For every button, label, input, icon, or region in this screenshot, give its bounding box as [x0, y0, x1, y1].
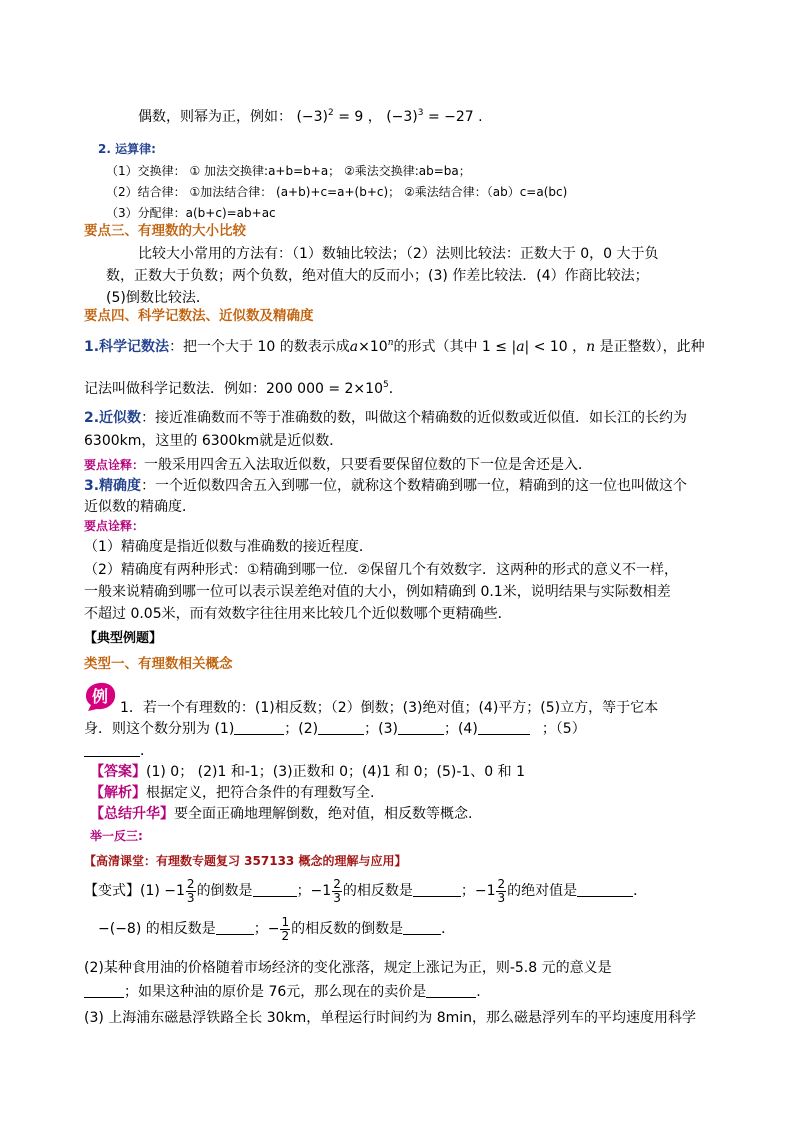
answer-blank-1[interactable] — [234, 720, 284, 735]
approx-line — [84, 409, 687, 427]
fraction-two-thirds: $\frac{2}{3}$ — [333, 876, 341, 905]
law-associative: （2）结合律： ①加法结合律： (a+b)+c=a+(b+c)； ②乘法结合律：（ab）c=a(bc) — [106, 185, 568, 199]
question-2-line-1: (2)某种食用油的价格随着市场经济的变化涨落，规定上涨记为正，则-5.8 元的意义是 — [84, 960, 612, 976]
parity-line — [138, 108, 483, 126]
example-neg3-cubed: $(-3)^3 = -27$ . — [386, 108, 483, 125]
analysis-line — [90, 784, 374, 802]
law-heading: 2. 运算律: — [98, 142, 156, 156]
answer-blank-5[interactable] — [84, 742, 140, 757]
question-3-line-1: (3) 上海浦东磁悬浮铁路全长 30km，单程运行时间约为 8min，那么磁悬浮列车的平均速度用科学 — [84, 1010, 697, 1026]
precision-label: 3.精确度 — [84, 478, 142, 494]
formula-exponent: n — [387, 338, 394, 348]
variant-blank-3[interactable] — [577, 882, 633, 897]
approx-label: 2.近似数 — [84, 410, 142, 426]
approx-line-2: 6300km，这里的 6300km就是近似数． — [84, 433, 344, 449]
summary-line — [90, 805, 472, 823]
svg-text:例: 例 — [91, 687, 109, 706]
summary-label: 【总结升华】 — [90, 806, 174, 822]
variant-blank-1[interactable] — [253, 882, 297, 897]
question-2-blank-2[interactable] — [426, 983, 476, 998]
summary-text: 要全面正确地理解倒数，绝对值，相反数等概念. — [174, 806, 473, 822]
answer-blank-4[interactable] — [478, 720, 530, 735]
note-2-item-2a: （2）精确度有两种形式：①精确到哪一位．②保留几个有效数字．这两种的形式的意义不一样， — [84, 562, 679, 578]
section-title-scientific: 要点四、科学记数法、近似数及精确度 — [84, 308, 314, 324]
type-1-title: 类型一、有理数相关概念 — [84, 656, 233, 672]
example-badge-icon — [82, 680, 118, 712]
abs-a: |a| — [511, 339, 530, 355]
scientific-text-d: 是正整数），此种 — [595, 339, 705, 355]
answer-blank-3[interactable] — [398, 720, 444, 735]
law-commutative: （1）交换律： ① 加法交换律:a+b=b+a； ②乘法交换律:ab=ba； — [106, 164, 471, 178]
scientific-text-b: 的形式（其中 1 ≤ — [393, 339, 512, 355]
example-neg3-squared: $(-3)^2 = 9$ ， — [296, 108, 382, 125]
scientific-text: ：把一个大于 10 的数表示成 — [169, 339, 350, 355]
example-1-line-3: ． — [84, 742, 154, 760]
answer-label: 【答案】 — [90, 764, 146, 780]
formula-a: a — [349, 339, 359, 355]
note-1 — [84, 456, 592, 474]
analysis-text: 根据定义，把符合条件的有理数写全. — [146, 785, 375, 801]
note-text: 一般采用四舍五入法取近似数，只要看要保留位数的下一位是舍还是入． — [144, 457, 593, 473]
note-2-item-2b: 一般来说精确到哪一位可以表示误差绝对值的大小，例如精确到 0.1米，说明结果与实际数相差 — [84, 584, 671, 600]
n-variable: n — [586, 339, 596, 355]
question-2-blank-1[interactable] — [84, 983, 124, 998]
note-2-label: 要点诠释： — [84, 519, 145, 533]
variant-blank-4[interactable] — [216, 920, 254, 935]
comparison-line-2: 数，正数大于负数；两个负数，绝对值大的反而小；(3) 作差比较法．(4）作商比较法； — [106, 268, 649, 284]
note-label: 要点诠释： — [84, 458, 145, 472]
answer-blank-2[interactable] — [318, 720, 364, 735]
variant-blank-2[interactable] — [413, 882, 461, 897]
scientific-notation-line — [84, 338, 705, 356]
variant-blank-5[interactable] — [403, 920, 441, 935]
formula-ten: ×10 — [358, 339, 388, 355]
fraction-two-thirds: $\frac{2}{3}$ — [497, 876, 506, 905]
note-2-item-2c: 不超过 0.05米，而有效数字往往用来比较几个近似数哪个更精确些． — [84, 606, 512, 622]
fraction-two-thirds: $\frac{2}{3}$ — [186, 876, 195, 905]
variant-line-2: −(−8) 的相反数是 ；− $\frac{1}{2}$ 的相反数的倒数是 ． — [98, 914, 456, 943]
video-course-link[interactable]: 【高清课堂：有理数专题复习 357133 概念的理解与应用】 — [84, 854, 407, 868]
note-2-item-1: （1）精确度是指近似数与准确数的接近程度． — [84, 539, 373, 555]
fraction-one-half: $\frac{1}{2}$ — [281, 914, 290, 943]
scientific-text-c: < 10 ， — [529, 339, 587, 355]
answer-line — [90, 763, 525, 781]
comparison-line-3: (5)倒数比较法． — [106, 290, 210, 306]
typical-examples-heading: 【典型例题】 — [84, 631, 163, 646]
example-1-line-2: 身．则这个数分别为 (1) ；(2) ；(3) ；(4) ；（5） — [84, 721, 586, 737]
variant-line-1: 【变式】(1) −1 $\frac{2}{3}$ 的倒数是 ；−1 $\frac{2}{3}$ 的相反数是 ；−1 $\frac{2}{3}$ 的绝对值是 ． — [84, 876, 648, 905]
variant-label: 【变式】 — [84, 883, 140, 899]
precision-line-2: 近似数的精确度． — [84, 499, 196, 515]
section-title-comparison: 要点三、有理数的大小比较 — [84, 223, 246, 239]
parity-text: 偶数，则幂为正，例如： — [138, 109, 292, 125]
question-2-line-2: ；如果这种油的原价是 76元，那么现在的卖价是 . — [84, 983, 481, 1001]
practice-heading: 举一反三: — [90, 829, 143, 843]
precision-text: ：一个近似数四舍五入到哪一位，就称这个数精确到哪一位，精确到的这一位也叫做这个 — [141, 478, 688, 494]
answer-text: (1) 0； (2)1 和-1；(3)正数和 0；(4)1 和 0；(5)-1、0 和 1 — [146, 764, 526, 780]
comparison-line-1: 比较大小常用的方法有：（1）数轴比较法；（2）法则比较法：正数大于 0，0 大于负 — [138, 246, 659, 262]
precision-line — [84, 477, 687, 495]
scientific-example-line: 记法叫做科学记数法．例如：200 $000 = 2\times 10^5$． — [84, 380, 403, 397]
scientific-label: 1.科学记数法 — [84, 339, 170, 355]
law-distributive: （3）分配律：a(b+c)=ab+ac — [106, 206, 276, 220]
approx-text: ：接近准确数而不等于准确数的数，叫做这个精确数的近似数或近似值．如长江的长约为 — [141, 410, 688, 426]
example-1-line-1: 1．若一个有理数的：(1)相反数；（2）倒数；(3)绝对值；(4)平方；(5)立方，等于它本 — [120, 700, 659, 716]
analysis-label: 【解析】 — [90, 785, 146, 801]
